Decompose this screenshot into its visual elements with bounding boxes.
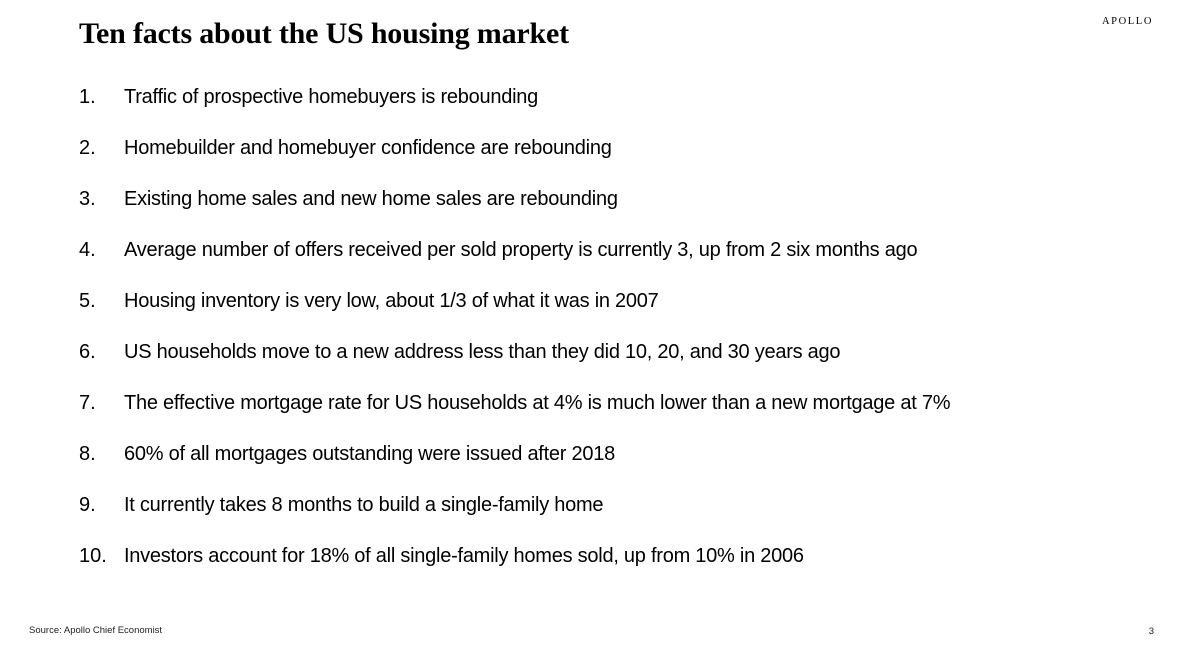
fact-item-7 [79, 389, 950, 440]
fact-number: 7. [79, 392, 96, 414]
fact-item-9 [79, 491, 950, 542]
fact-number: 1. [79, 86, 96, 108]
fact-item-1 [79, 83, 950, 134]
slide-title: Ten facts about the US housing market [79, 17, 569, 50]
fact-text: Existing home sales and new home sales are rebounding [124, 188, 618, 210]
fact-item-10 [79, 542, 950, 593]
fact-item-4 [79, 236, 950, 287]
fact-number: 5. [79, 290, 96, 312]
facts-list [79, 83, 950, 593]
fact-item-2 [79, 134, 950, 185]
fact-text: US households move to a new address less than they did 10, 20, and 30 years ago [124, 341, 841, 363]
fact-text: Housing inventory is very low, about 1/3 of what it was in 2007 [124, 290, 659, 312]
fact-item-6 [79, 338, 950, 389]
fact-text: 60% of all mortgages outstanding were issued after 2018 [124, 443, 616, 465]
fact-number: 4. [79, 239, 96, 261]
source-note: Source: Apollo Chief Economist [29, 625, 163, 636]
apollo-logo: APOLLO [1101, 16, 1153, 27]
fact-text: Traffic of prospective homebuyers is rebounding [124, 86, 539, 108]
fact-item-5 [79, 287, 950, 338]
fact-number: 9. [79, 494, 96, 516]
fact-item-8 [79, 440, 950, 491]
fact-text: The effective mortgage rate for US households at 4% is much lower than a new mortgage at 7% [124, 392, 951, 414]
page-number: 3 [1148, 626, 1154, 637]
fact-number: 6. [79, 341, 96, 363]
fact-item-3 [79, 185, 950, 236]
fact-number: 2. [79, 137, 96, 159]
fact-number: 3. [79, 188, 96, 210]
fact-text: Average number of offers received per sold property is currently 3, up from 2 six months ago [124, 239, 918, 261]
fact-number: 10. [79, 545, 107, 567]
fact-text: Homebuilder and homebuyer confidence are rebounding [124, 137, 612, 159]
fact-text: Investors account for 18% of all single-family homes sold, up from 10% in 2006 [124, 545, 804, 567]
fact-number: 8. [79, 443, 96, 465]
fact-text: It currently takes 8 months to build a single-family home [124, 494, 604, 516]
